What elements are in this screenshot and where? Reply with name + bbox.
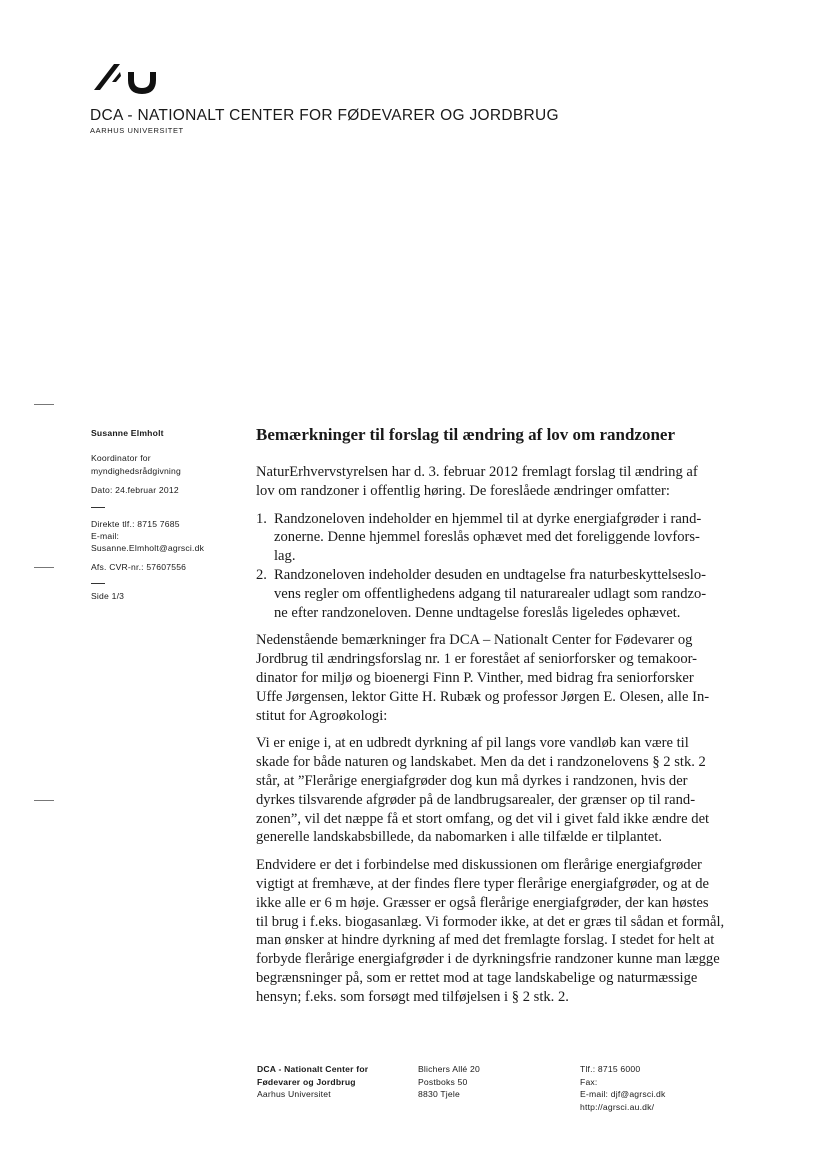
sender-phone: Direkte tlf.: 8715 7685 xyxy=(91,518,180,529)
sender-role-line: Koordinator for xyxy=(91,453,151,464)
divider xyxy=(91,583,105,584)
footer-organization: DCA - Nationalt Center for Fødevarer og Jordbrug Aarhus Universitet xyxy=(257,1064,369,1100)
organization-name: DCA - NATIONALT CENTER FOR FØDEVARER OG JORDBRUG xyxy=(90,107,559,124)
letter-date: Dato: 24.februar 2012 xyxy=(91,485,179,496)
divider xyxy=(91,507,105,508)
footer-email[interactable]: E-mail: djf@agrsci.dk xyxy=(580,1089,666,1100)
intro-paragraph: NaturErhvervstyrelsen har d. 3. februar 2012 fremlagt forslag til ændring af lov om randzoner i offentlig høring. De foreslåede ændringer omfatter: xyxy=(256,464,698,499)
au-logo-icon xyxy=(90,58,160,100)
footer-address: Blichers Allé 20 Postboks 50 8830 Tjele xyxy=(418,1064,480,1100)
letter-body xyxy=(256,424,756,1016)
contributors-paragraph: Nedenstående bemærkninger fra DCA – Nationalt Center for Fødevarer og Jordbrug til ændringsforslag nr. 1 er forestået af seniorforsker og temakoor- dinator for miljø og bioenergi Finn P. Vinther, med bidrag fra seniorforsker Uffe Jørgensen, lektor Gitte H. Rubæk og professor Jørgen E. Olesen, alle In- stitut for Agroøkologi: xyxy=(256,632,710,724)
body-paragraph: Vi er enige i, at en udbredt dyrkning af pil langs vore vandløb kan være til skade for både naturen og landskabet. Men da det i randzonelovens § 2 stk. 2 står, at ”Flerårige energiafgrøder dog kun må dyrkes i randzonen, hvis der dyrkes tilsvarende afgrøder på de landbrugsarealer, der grænser op til rand- zonen”, vil det næppe få et stort omfang, og det vil i givet fald ikke ændre det generelle landskabsbillede, da nabomarken i alle tilfælde er tilplantet. xyxy=(256,735,710,846)
list-item: 1. Randzoneloven indeholder en hjemmel til at dyrke energiafgrøder i rand- zonerne. Denne hjemmel foreslås ophævet med det foreliggende lovfors- lag. xyxy=(256,510,702,565)
list-item: 2. Randzoneloven indeholder desuden en undtagelse fra naturbeskyttelseslo- vens regler om offentlighedens adgang til naturarealer udlagt som randzo- ne efter randzoneloven. Denne undtagelse foreslås ligeledes ophævet. xyxy=(256,566,707,621)
sender-info xyxy=(91,427,241,603)
organization-subtitle: AARHUS UNIVERSITET xyxy=(90,126,184,135)
fold-mark xyxy=(34,567,54,568)
sender-role-line: myndighedsrådgivning xyxy=(91,465,181,476)
fold-mark xyxy=(34,800,54,801)
footer-website-link[interactable]: http://agrsci.au.dk/ xyxy=(580,1101,655,1112)
change-list xyxy=(256,510,756,623)
sender-name: Susanne Elmholt xyxy=(91,428,164,438)
sender-email: Susanne.Elmholt@agrsci.dk xyxy=(91,543,205,554)
letter-title: Bemærkninger til forslag til ændring af lov om randzoner xyxy=(256,425,675,444)
body-paragraph: Endvidere er det i forbindelse med diskussionen om flerårige energiafgrøder vigtigt at fremhæve, at der findes flere typer flerårige energiafgrøder, og at de ikke alle er 6 m høje. Græsser er også flerårige energiafgrøder, der kan høstes til brug i f.eks. biogasanlæg. Vi formoder ikke, at det er græs til sådan et formål, man ønsker at hindre dyrkning af med det fremlagte forslag. I stedet for helt at forbyde flerårige energiafgrøder i de dyrkningsfrie randzoner kunne man lægge begrænsninger på, som er rettet mod at tage landskabelige og naturmæssige hensyn; f.eks. som forsøgt med tilføjelsen i § 2 stk. 2. xyxy=(256,857,725,1005)
sender-email-label: E-mail: xyxy=(91,531,120,542)
cvr-number: Afs. CVR-nr.: 57607556 xyxy=(91,561,187,572)
footer-contact: Tlf.: 8715 6000 Fax: E-mail: djf@agrsci.dk http://agrsci.au.dk/ xyxy=(580,1064,666,1112)
fold-mark xyxy=(34,404,54,405)
page-number: Side 1/3 xyxy=(91,591,125,602)
